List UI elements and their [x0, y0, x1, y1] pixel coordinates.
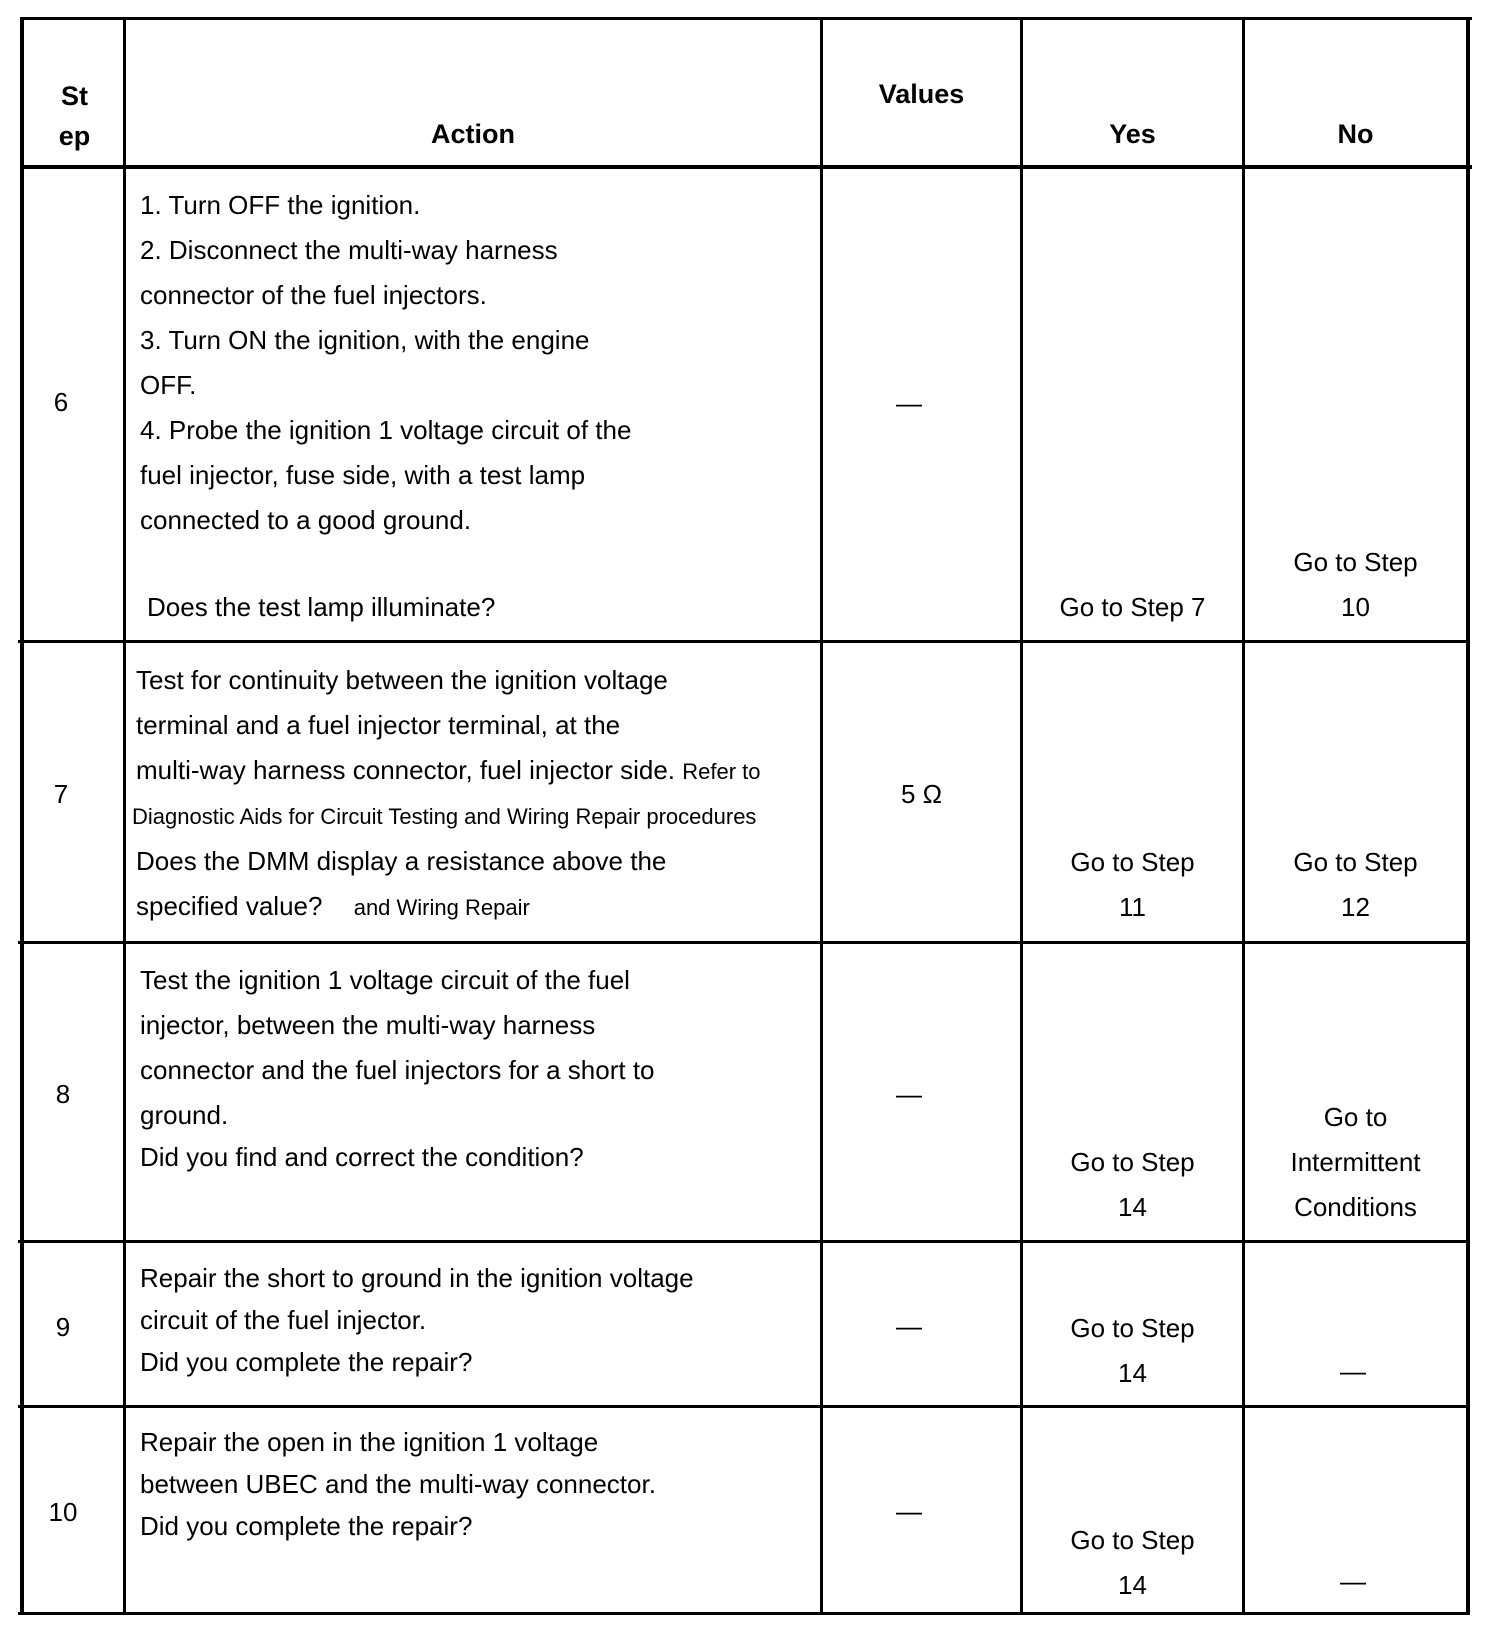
action-line-small: Diagnostic Aids for Circuit Testing and Wiring Repair procedures	[132, 804, 757, 829]
table-row-step: 9	[55, 1312, 71, 1342]
table-row-step: 8	[55, 1079, 71, 1109]
no-cell	[1245, 540, 1466, 630]
no-line: Conditions	[1294, 1192, 1417, 1222]
value-dash-text: —	[896, 1311, 922, 1341]
value-dash-text: —	[896, 1079, 922, 1109]
action-text: multi-way harness connector, fuel injector side.	[136, 755, 676, 785]
yes-line: Go to Step	[1070, 1525, 1195, 1555]
action-line: OFF.	[140, 370, 197, 400]
action-line: Does the DMM display a resistance above the	[136, 846, 667, 876]
question-text: Does the test lamp illuminate?	[147, 592, 496, 622]
table-row-action	[140, 1421, 815, 1547]
action-line: fuel injector, fuse side, with a test lamp	[140, 460, 586, 490]
action-text: specified value?	[136, 891, 323, 921]
header-no: No	[1337, 119, 1374, 149]
header-step-line1: St	[61, 81, 88, 111]
no-line: Go to Step	[1293, 847, 1418, 877]
yes-cell	[1023, 1518, 1242, 1608]
yes-cell	[1023, 1140, 1242, 1230]
no-line: Go to	[1323, 1102, 1388, 1132]
yes-cell	[1023, 840, 1242, 930]
action-line: Test for continuity between the ignition voltage	[136, 665, 668, 695]
action-line: ground.	[140, 1100, 229, 1130]
action-text-small: and Wiring Repair	[353, 895, 530, 920]
table-row-action	[132, 658, 820, 930]
action-line: 1. Turn OFF the ignition.	[140, 190, 421, 220]
action-line: circuit of the fuel injector.	[140, 1305, 427, 1335]
action-line	[136, 748, 820, 794]
no-line: 10	[1341, 592, 1370, 622]
table-row-action	[140, 958, 815, 1180]
action-line: terminal and a fuel injector terminal, at the	[136, 710, 621, 740]
action-line: Did you complete the repair?	[140, 1347, 473, 1377]
no-cell	[1245, 1095, 1466, 1230]
action-line: connector and the fuel injectors for a short to	[140, 1055, 655, 1085]
action-line: Test the ignition 1 voltage circuit of the fuel	[140, 965, 630, 995]
header-values: Values	[878, 79, 965, 109]
yes-cell: Go to Step 7	[1059, 592, 1206, 622]
action-line: Repair the open in the ignition 1 voltage	[140, 1427, 599, 1457]
action-line: 2. Disconnect the multi-way harness	[140, 235, 558, 265]
table-row-step: 6	[53, 387, 69, 417]
action-line: Did you find and correct the condition?	[140, 1142, 584, 1172]
header-step	[26, 76, 123, 156]
value-cell: 5 Ω	[900, 779, 943, 809]
table-row-action	[140, 183, 815, 543]
action-line: connected to a good ground.	[140, 505, 472, 535]
action-line: 3. Turn ON the ignition, with the engine	[140, 325, 590, 355]
yes-line: 14	[1118, 1570, 1147, 1600]
yes-line: 14	[1118, 1192, 1147, 1222]
no-dash-text: —	[1340, 1566, 1366, 1596]
value-dash-text: —	[896, 1496, 922, 1526]
yes-line: Go to Step	[1070, 1147, 1195, 1177]
no-line: Go to Step	[1293, 547, 1418, 577]
action-line: Did you complete the repair?	[140, 1511, 473, 1541]
action-line: between UBEC and the multi-way connector.	[140, 1469, 656, 1499]
action-line	[136, 884, 820, 930]
action-line: Repair the short to ground in the ignition voltage	[140, 1263, 694, 1293]
yes-line: Go to Step	[1070, 1313, 1195, 1343]
action-line: 4. Probe the ignition 1 voltage circuit of the	[140, 415, 632, 445]
header-step-line2: ep	[58, 121, 91, 151]
yes-line: Go to Step	[1070, 847, 1195, 877]
action-text-small: Refer to	[682, 759, 761, 784]
action-line: connector of the fuel injectors.	[140, 280, 487, 310]
yes-line: 11	[1119, 892, 1146, 922]
table-row-step: 7	[53, 779, 69, 809]
header-yes: Yes	[1109, 119, 1156, 149]
action-line: injector, between the multi-way harness	[140, 1010, 596, 1040]
no-cell	[1245, 840, 1466, 930]
header-action: Action	[431, 119, 515, 149]
yes-cell	[1023, 1306, 1242, 1396]
value-dash-text: —	[896, 388, 922, 418]
table-row-step: 10	[48, 1497, 78, 1527]
no-line: 12	[1341, 892, 1370, 922]
no-dash-text: —	[1340, 1356, 1366, 1386]
yes-line: 14	[1118, 1358, 1147, 1388]
no-line: Intermittent	[1290, 1147, 1421, 1177]
table-row-action	[140, 1257, 815, 1383]
